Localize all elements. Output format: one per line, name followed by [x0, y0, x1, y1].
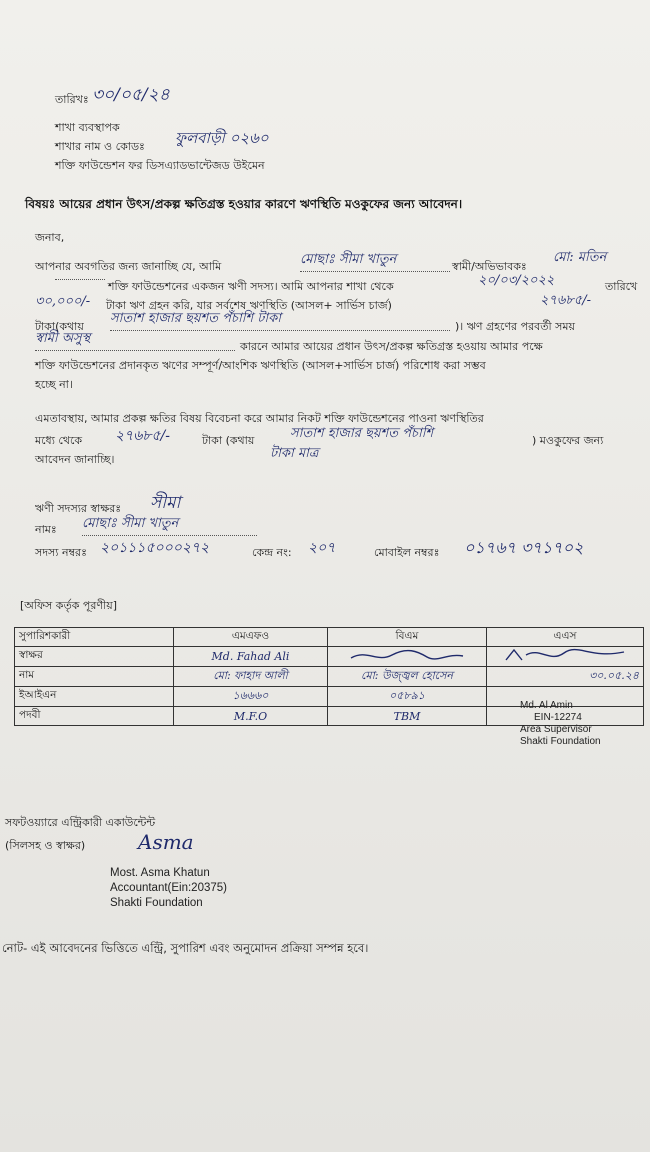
office-table-row — [15, 667, 644, 687]
accountant-sub: (সিলসহ ও স্বাক্ষর) — [5, 839, 86, 852]
branch-value: ফুলবাড়ী ০২৬০ — [175, 129, 269, 147]
balance-hw: ২৭৬৮৫/- — [540, 293, 592, 308]
accountant-stamp — [110, 866, 227, 911]
bm-name-hw: মো: উজ্জ্বল হোসেন — [328, 667, 487, 687]
bm-signature-scribble — [347, 647, 467, 663]
para2-line2b: টাকা (কথায় — [202, 434, 255, 447]
area-supervisor-stamp — [520, 700, 601, 748]
para2-line3: আবেদন জানাচ্ছি। — [35, 453, 115, 466]
as-date-hw: ৩০.০৫.২৪ — [487, 667, 644, 687]
branch-label: শাখার নাম ও কোডঃ — [55, 140, 145, 153]
para2-line2c: ) মওকুফের জন্য — [532, 434, 604, 447]
stamp-name: Md. Al Amin — [520, 700, 573, 711]
row-label-signature: স্বাক্ষর — [15, 647, 174, 667]
accountant-ein: Accountant(Ein:20375) — [110, 882, 227, 894]
office-header-bm: বিএম — [328, 628, 487, 647]
para1-line4b: )। ঋণ গ্রহণের পরবর্তী সময় — [455, 320, 575, 333]
office-header-mfo: এমএফও — [174, 628, 328, 647]
para2-line2a: মধ্যে থেকে — [35, 434, 83, 447]
member-number-hw: ২০১১১৫০০০২৭২ — [100, 540, 210, 556]
guardian-name-hw: মো: মতিন — [553, 250, 607, 265]
organization-name: শক্তি ফাউন্ডেশন ফর ডিসএ্যাডভান্টেজড উইমেন — [55, 159, 265, 172]
para1-line1b: স্বামী/অভিভাবকঃ — [452, 260, 527, 273]
center-number-hw: ২০৭ — [308, 540, 336, 556]
branch-manager: শাখা ব্যবস্থাপক — [55, 121, 120, 134]
date-value: ৩০/০৫/২৪ — [92, 85, 170, 105]
blank-fill — [55, 279, 105, 280]
member-name-label: নামঃ — [35, 523, 57, 536]
row-label-ein: ইআইএন — [15, 687, 174, 707]
office-table-header-row — [15, 628, 644, 647]
para1-line2a: শক্তি ফাউন্ডেশনের একজন ঋণী সদস্য। আমি আপনার শাখা থেকে — [108, 280, 394, 293]
bm-designation-hw: TBM — [328, 707, 487, 726]
bm-signature-cell — [328, 647, 487, 667]
waive-words-hw2: টাকা মাত্র — [270, 446, 319, 461]
office-section-title: [অফিস কর্তৃক পূরণীয়] — [20, 599, 117, 612]
para1-line5a: কারনে আমার আয়ের প্রধান উৎস/প্রকল্প ক্ষতিগ্রস্ত হওয়ায় আমার পক্ষে — [240, 340, 543, 353]
office-header-recommender: সুপারিশকারী — [15, 628, 174, 647]
row-label-name: নাম — [15, 667, 174, 687]
member-number-label: সদস্য নম্বরঃ — [35, 546, 87, 559]
para1-line2b: তারিখে — [605, 280, 638, 293]
stamp-org: Shakti Foundation — [520, 736, 601, 747]
para1-line4a: টাকা(কথায় — [35, 320, 84, 333]
loan-date-hw: ২০/০৩/২০২২ — [478, 273, 555, 288]
mobile-label: মোবাইল নম্বরঃ — [374, 546, 440, 559]
row-label-designation: পদবী — [15, 707, 174, 726]
para1-line6: শক্তি ফাউন্ডেশনের প্রদানকৃত ঋণের সম্পূর্ণ/আংশিক ঋণস্থিতি (আসল+সার্ভিস চার্জ) পরিশোধ করা সম্ভব — [35, 359, 486, 372]
accountant-name: Most. Asma Khatun — [110, 867, 210, 879]
balance-words-hw: সাতাশ হাজার ছয়শত পঁচাশি টাকা — [110, 309, 450, 331]
stamp-ein: EIN-12274 — [534, 712, 582, 723]
bm-ein-hw: ০৫৮৯১ — [328, 687, 487, 707]
mfo-ein-hw: ১৬৬৬০ — [174, 687, 328, 707]
member-name-hw: মোছাঃ সীমা খাতুন — [82, 514, 257, 536]
mfo-name-hw: মো: ফাহাদ আলী — [174, 667, 328, 687]
reason-hw: স্বামী অসুস্থ — [35, 329, 235, 351]
accountant-org: Shakti Foundation — [110, 897, 203, 909]
salutation: জনাব, — [35, 231, 65, 244]
member-sig-label: ঋণী সদস্যর স্বাক্ষরঃ — [35, 502, 122, 515]
as-signature-scribble — [500, 647, 630, 663]
center-label: কেন্দ্র নং: — [252, 546, 292, 559]
footer-note: নোট- এই আবেদনের ভিত্তিতে এন্ট্রি, সুপারিশ এবং অনুমোদন প্রক্রিয়া সম্পন্ন হবে। — [2, 941, 369, 955]
member-signature-hw: সীমা — [150, 493, 181, 513]
para1-line1a: আপনার অবগতির জন্য জানাচ্ছি যে, আমি — [35, 260, 222, 273]
date-label: তারিখঃ — [55, 93, 89, 106]
loan-amount-hw: ৩০,০০০/- — [35, 294, 91, 309]
office-header-as: এএস — [487, 628, 644, 647]
para2-line1: এমতাবস্থায়, আমার প্রকল্প ক্ষতির বিষয় বিবেচনা করে আমার নিকট শক্তি ফাউন্ডেশনের পাওনা ঋণস্থিতির — [35, 412, 484, 425]
accountant-title: সফটওয়্যারে এন্ট্রিকারী একাউন্টেন্ট — [5, 816, 156, 829]
subject-line: বিষয়ঃ আয়ের প্রধান উৎস/প্রকল্প ক্ষতিগ্রস্ত হওয়ার কারণে ঋণস্থিতি মওকুফের জন্য আবেদন। — [25, 197, 463, 211]
accountant-signature-hw: Asma — [138, 830, 194, 854]
para1-line7: হচ্ছে না। — [35, 378, 73, 391]
mfo-signature-hw: Md. Fahad Ali — [174, 647, 328, 667]
stamp-designation: Area Supervisor — [520, 724, 592, 735]
office-table-row — [15, 647, 644, 667]
waive-words-hw: সাতাশ হাজার ছয়শত পঁচাশি — [290, 426, 434, 441]
applicant-name-hw: মোছাঃ সীমা খাতুন — [300, 250, 450, 272]
as-signature-cell — [487, 647, 644, 667]
mfo-designation-hw: M.F.O — [174, 707, 328, 726]
mobile-number-hw: ০১৭৬৭ ৩৭১৭০২ — [464, 538, 584, 557]
para1-line3a: টাকা ঋণ গ্রহন করি, যার সর্বশেষ ঋণস্থিতি (আসল+ সার্ভিস চার্জ) — [106, 299, 392, 312]
waive-amount-hw: ২৭৬৮৫/- — [115, 428, 170, 444]
